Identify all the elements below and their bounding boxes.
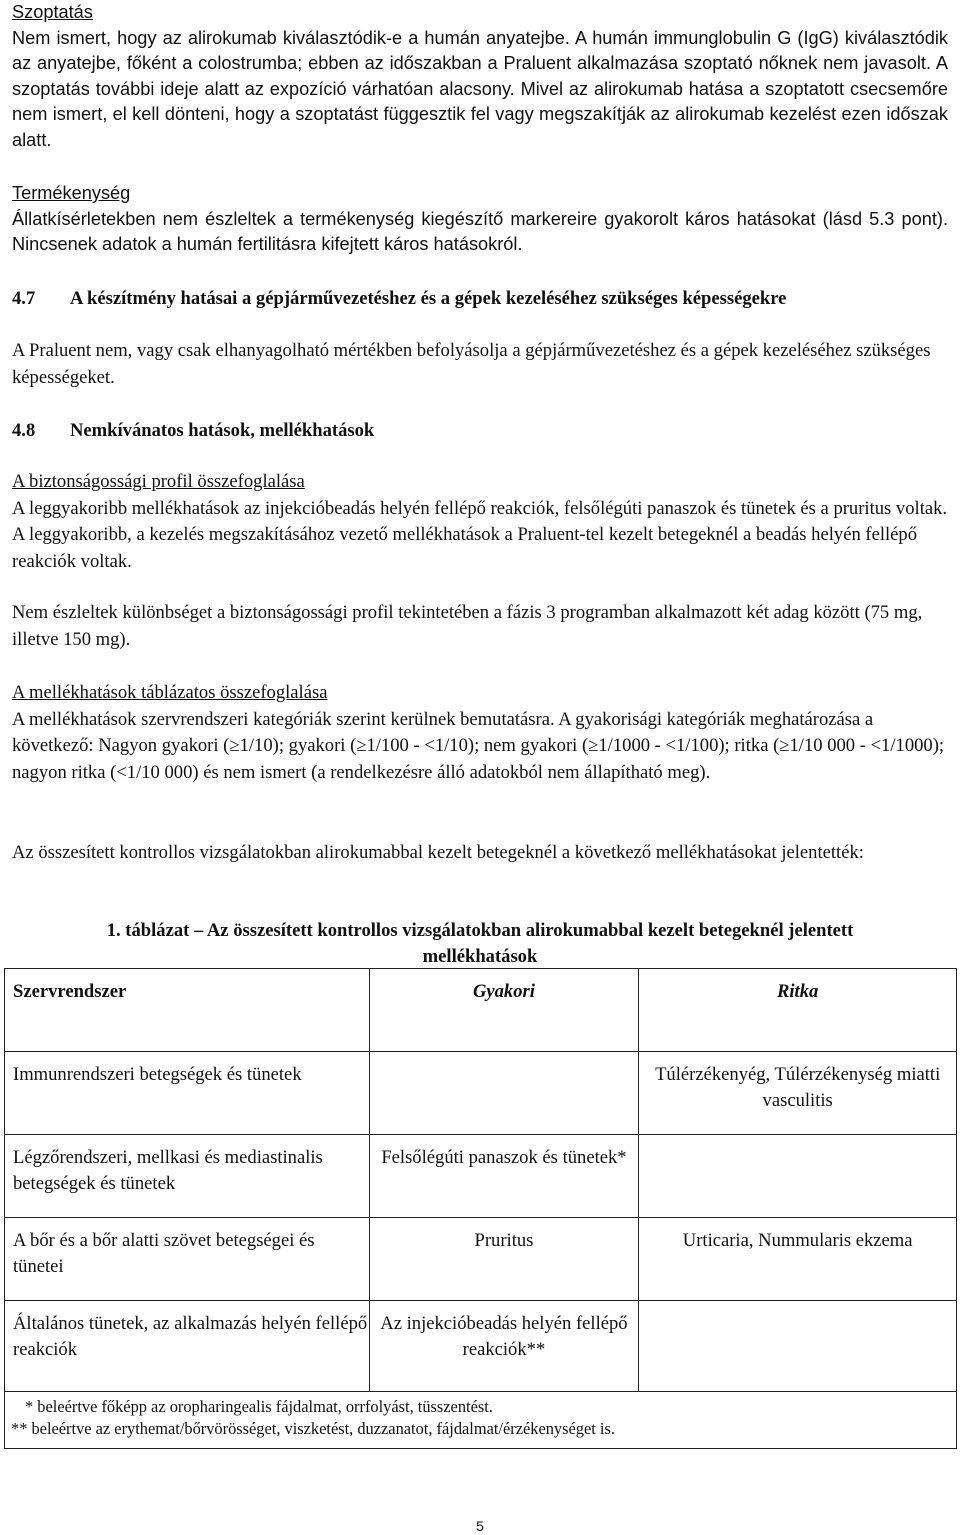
row-rare bbox=[639, 1301, 957, 1392]
section-title: Nemkívánatos hatások, mellékhatások bbox=[70, 420, 375, 441]
fertility-section bbox=[12, 181, 948, 258]
table-header-row bbox=[5, 969, 957, 1052]
row-common: Az injekcióbeadás helyén fellépő reakciók** bbox=[369, 1301, 639, 1392]
section-4-7-text: A Praluent nem, vagy csak elhanyagolható mértékben befolyásolja a gépjárművezetéshez és a gépek kezeléséhez szükséges képességeket. bbox=[12, 340, 931, 388]
row-common: Felsőlégúti panaszok és tünetek* bbox=[369, 1135, 639, 1218]
breastfeeding-heading: Szoptatás bbox=[12, 2, 93, 22]
row-rare: Urticaria, Nummularis ekzema bbox=[639, 1218, 957, 1301]
tabular-text: A mellékhatások szervrendszeri kategóriák szerint kerülnek bemutatásra. A gyakorisági kategóriák meghatározása a következő: Nagyon gyakori (≥1/10); gyakori (≥1/100 - <1/10); nem gyakori (≥1/1000 - <1/100); ritka (≥1/10 000 - <1/1000); nagyon ritka (<1/10 000) és nem ismert (a rendelkezésre álló adatokból nem állapítható meg). bbox=[12, 708, 945, 783]
row-soc: Légzőrendszeri, mellkasi és mediastinalis betegségek és tünetek bbox=[5, 1135, 370, 1218]
row-soc: Immunrendszeri betegségek és tünetek bbox=[5, 1052, 370, 1135]
header-rare: Ritka bbox=[639, 969, 957, 1052]
section-title: A készítmény hatásai a gépjárművezetéshez és a gépek kezeléséhez szükséges képességekre bbox=[70, 288, 787, 309]
row-rare-text: Túlérzékenyég, Túlérzékenység miatti vasculitis bbox=[655, 1064, 941, 1111]
fertility-heading: Termékenység bbox=[12, 183, 131, 203]
table-caption bbox=[12, 918, 948, 970]
fertility-text: Állatkísérletekben nem észleltek a termékenység kiegészítő markereire gyakorolt káros hatásokat (lásd 5.3 pont). Nincsenek adatok a humán fertilitásra kifejtett káros hatásokról. bbox=[12, 208, 948, 254]
tabular-heading: A mellékhatások táblázatos összefoglalása bbox=[12, 682, 328, 703]
table-row bbox=[5, 1301, 957, 1392]
footnote-2: ** beleértve az erythemat/bőrvörösséget, viszketést, duzzanatot, fájdalmat/érzékenységet is. bbox=[11, 1419, 615, 1438]
pooled-text: Az összesített kontrollos vizsgálatokban alirokumabbal kezelt betegeknél a következő mellékhatásokat jelentették: bbox=[12, 842, 864, 863]
safety-heading: A biztonságossági profil összefoglalása bbox=[12, 471, 305, 492]
row-rare bbox=[639, 1052, 957, 1135]
header-soc: Szervrendszer bbox=[5, 969, 370, 1052]
footnote-1: * beleértve főképp az oropharingealis fájdalmat, orrfolyást, tüsszentést. bbox=[25, 1397, 493, 1416]
row-soc: Általános tünetek, az alkalmazás helyén fellépő reakciók bbox=[5, 1301, 370, 1392]
adverse-reactions-table bbox=[4, 968, 957, 1449]
table-row bbox=[5, 1218, 957, 1301]
section-number: 4.8 bbox=[12, 420, 36, 441]
table-row bbox=[5, 1052, 957, 1135]
safety-profile-block bbox=[12, 469, 948, 575]
breastfeeding-text: Nem ismert, hogy az alirokumab kiválasztódik-e a humán anyatejbe. A humán immunglobulin G (IgG) kiválasztódik az anyatejbe, főként a colostrumba; ebben az időszakban a Praluent alkalmazása szoptató nőknek nem javasolt. A szoptatás további ideje alatt az expozíció várhatóan alacsony. Mivel az alirokumab hatása a szoptatott csecsemőre nem ismert, el kell dönteni, hogy a szoptatást függesztik fel vagy megszakítják az alirokumab kezelést ezen időszak alatt. bbox=[12, 27, 948, 150]
row-soc: A bőr és a bőr alatti szövet betegségei és tünetei bbox=[5, 1218, 370, 1301]
section-4-7-heading bbox=[12, 286, 952, 312]
table-row bbox=[5, 1135, 957, 1218]
section-4-8-heading bbox=[12, 418, 948, 444]
section-number: 4.7 bbox=[12, 288, 36, 309]
page-number: 5 bbox=[476, 1518, 484, 1534]
row-common: Pruritus bbox=[369, 1218, 639, 1301]
header-common: Gyakori bbox=[369, 969, 639, 1052]
tabular-summary-block bbox=[12, 680, 948, 786]
row-common bbox=[369, 1052, 639, 1135]
no-difference-text: Nem észleltek különbséget a biztonságossági profil tekintetében a fázis 3 programban alkalmazott két adag között (75 mg, illetve 150 mg). bbox=[12, 602, 923, 650]
table-caption-line1: 1. táblázat – Az összesített kontrollos vizsgálatokban alirokumabbal kezelt betegeknél jelentett bbox=[106, 920, 854, 941]
row-rare bbox=[639, 1135, 957, 1218]
safety-text: A leggyakoribb mellékhatások az injekcióbeadás helyén fellépő reakciók, felsőlégúti panaszok és tünetek és a pruritus voltak. A leggyakoribb, a kezelés megszakításához vezető mellékhatások a Praluent-tel kezelt betegeknél a beadás helyén fellépő reakciók voltak. bbox=[12, 497, 948, 572]
footnotes bbox=[5, 1392, 957, 1449]
table-caption-line2: mellékhatások bbox=[422, 946, 538, 967]
breastfeeding-section bbox=[12, 0, 948, 153]
footnote-row bbox=[5, 1392, 957, 1449]
